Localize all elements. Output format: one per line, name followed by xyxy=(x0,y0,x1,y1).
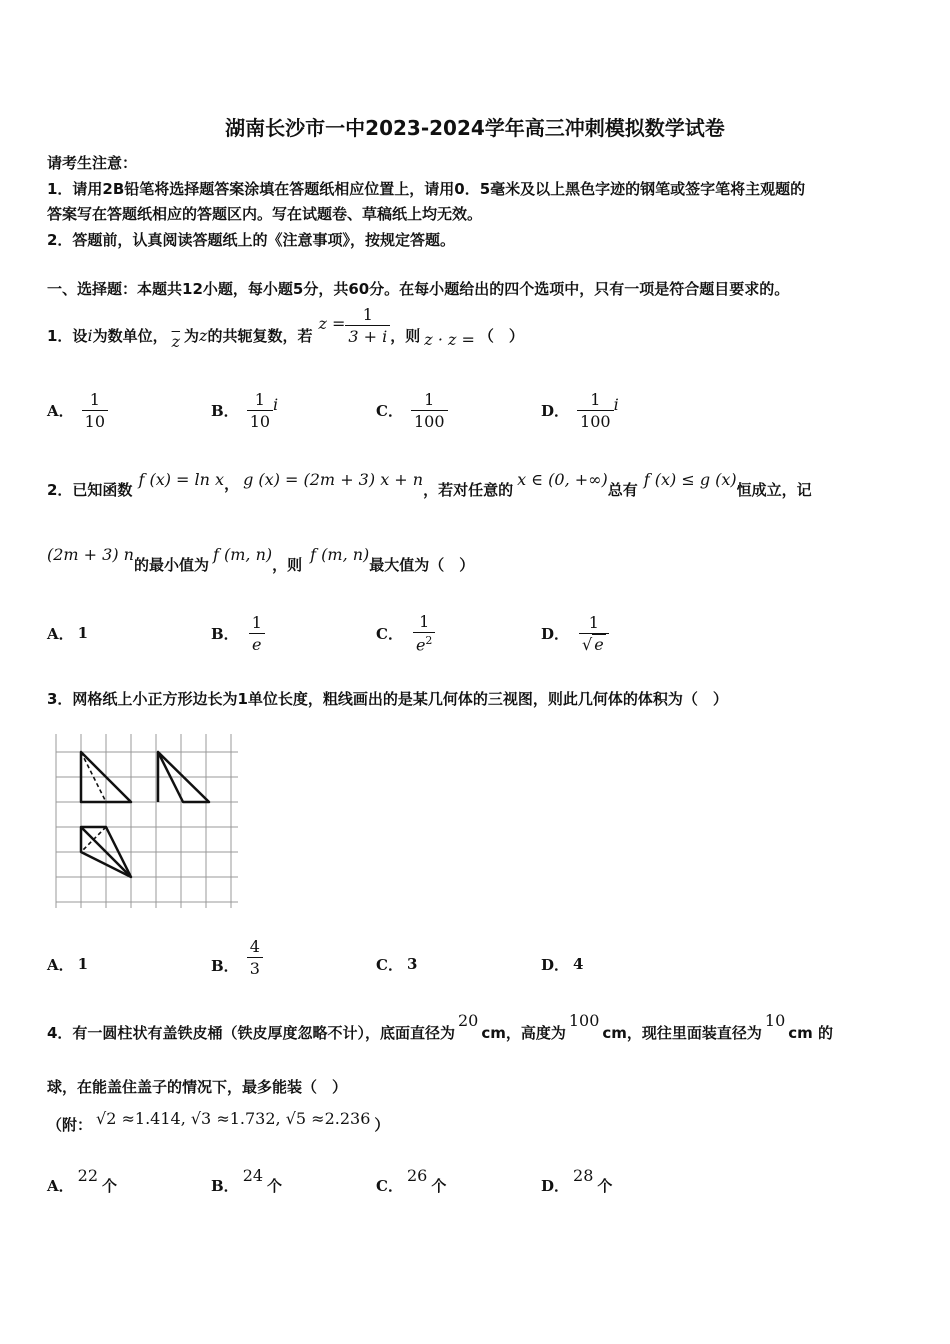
notice-line-2: 答案写在答题纸相应的答题区内。写在试题卷、草稿纸上均无效。 xyxy=(47,205,483,223)
q1-option-b: B． $\frac{1}{10}$ i xyxy=(211,389,279,431)
q2-fmn-2: f (m, n) xyxy=(310,544,370,564)
q4-option-c: C． 26 个 xyxy=(376,1165,447,1195)
notice-heading: 请考生注意： xyxy=(47,154,138,172)
q2-g: g (x) = (2m + 3) x + n xyxy=(243,469,424,489)
q1-z: z xyxy=(199,325,208,345)
q2-inequality: f (x) ≤ g (x) xyxy=(643,469,737,489)
q2-expr: (2m + 3) n xyxy=(47,544,134,564)
q1-frac-den: 3 + i xyxy=(345,325,390,346)
notice-line-1: 1．请用2B铅笔将选择题答案涂填在答题纸相应位置上，请用0．5毫米及以上黑色字迹的钢笔或签字笔将主观题的 xyxy=(47,180,806,198)
question-1 xyxy=(47,300,524,370)
question-4-appendix: （附： √2 ≈1.414, √3 ≈1.732, √5 ≈2.236 ） xyxy=(47,1108,390,1134)
q1-frac-num: 1 xyxy=(362,304,373,324)
question-3: 3．网格纸上小正方形边长为1单位长度，粗线画出的是某几何体的三视图，则此几何体的体积为（ ） xyxy=(47,690,728,708)
q2-option-c: C． $\frac{1}{e^2}$ xyxy=(376,605,435,661)
q2-option-d: D． $\frac{1}{√ e}$ xyxy=(541,605,609,661)
page-title: 湖南长沙市一中2023-2024学年高三冲刺模拟数学试卷 xyxy=(225,116,725,140)
q2-fmn: f (m, n) xyxy=(213,544,273,564)
q1-product: z · z = xyxy=(424,329,475,349)
grid-lines xyxy=(56,734,238,908)
question-2: 2．已知函数 f (x) = ln x ， g (x) = (2m + 3) x + n ，若对任意的 x ∈ (0, +∞) 总有 f (x) ≤ g (x) 恒成立，记 xyxy=(47,469,812,499)
three-view-grid-figure xyxy=(52,730,242,912)
q1-text-4: ，则 xyxy=(390,326,421,345)
q1-text-5: （ ） xyxy=(478,326,524,345)
q4-option-b: B． 24 个 xyxy=(211,1165,283,1195)
q1-option-c: C． $\frac{1}{100}$ xyxy=(376,385,448,435)
q1-text-2: 为 xyxy=(184,326,200,345)
q4-option-a: A． 22 个 xyxy=(47,1165,118,1195)
q3-option-d: D． 4 xyxy=(541,955,584,974)
q1-option-d: D． $\frac{1}{100}$ i xyxy=(541,389,619,431)
q1-prefix: 1．设 xyxy=(47,326,88,345)
q1-text-3: 的共轭复数，若 xyxy=(207,326,313,345)
q2-f: f (x) = ln x xyxy=(138,469,225,489)
question-4-line-2: 球，在能盖住盖子的情况下，最多能装（ ） xyxy=(47,1078,348,1096)
q1-text-1: 为数单位， xyxy=(92,326,168,345)
q2-domain: x ∈ (0, +∞) xyxy=(517,469,608,489)
q1-fraction xyxy=(345,305,390,346)
question-2-line-2: (2m + 3) n 的最小值为 f (m, n) ，则 f (m, n) 最大值为（ ） xyxy=(47,544,475,574)
q2-option-a: A． 1 xyxy=(47,624,89,643)
q1-i: i xyxy=(87,325,93,345)
q3-option-c: C． 3 xyxy=(376,955,418,974)
q1-option-a: A． $\frac{1}{10}$ xyxy=(47,385,108,435)
q2-option-b: B． $\frac{1}{e}$ xyxy=(211,605,265,661)
section-heading: 一、选择题：本题共12小题，每小题5分，共60分。在每小题给出的四个选项中，只有一项是符合题目要求的。 xyxy=(47,280,790,298)
notice-line-3: 2．答题前，认真阅读答题纸上的《注意事项》，按规定答题。 xyxy=(47,231,455,249)
q1-eq-lhs: z = xyxy=(318,313,346,333)
q1-zbar: $\overline{z}$ xyxy=(171,331,181,351)
q4-option-d: D． 28 个 xyxy=(541,1165,613,1195)
question-4: 4．有一圆柱状有盖铁皮桶（铁皮厚度忽略不计），底面直径为 20 cm，高度为 100 cm，现往里面装直径为 10 cm 的 xyxy=(47,1010,834,1042)
q3-option-b: B． $\frac{4}{3}$ xyxy=(211,928,263,986)
q3-option-a: A． 1 xyxy=(47,955,89,974)
